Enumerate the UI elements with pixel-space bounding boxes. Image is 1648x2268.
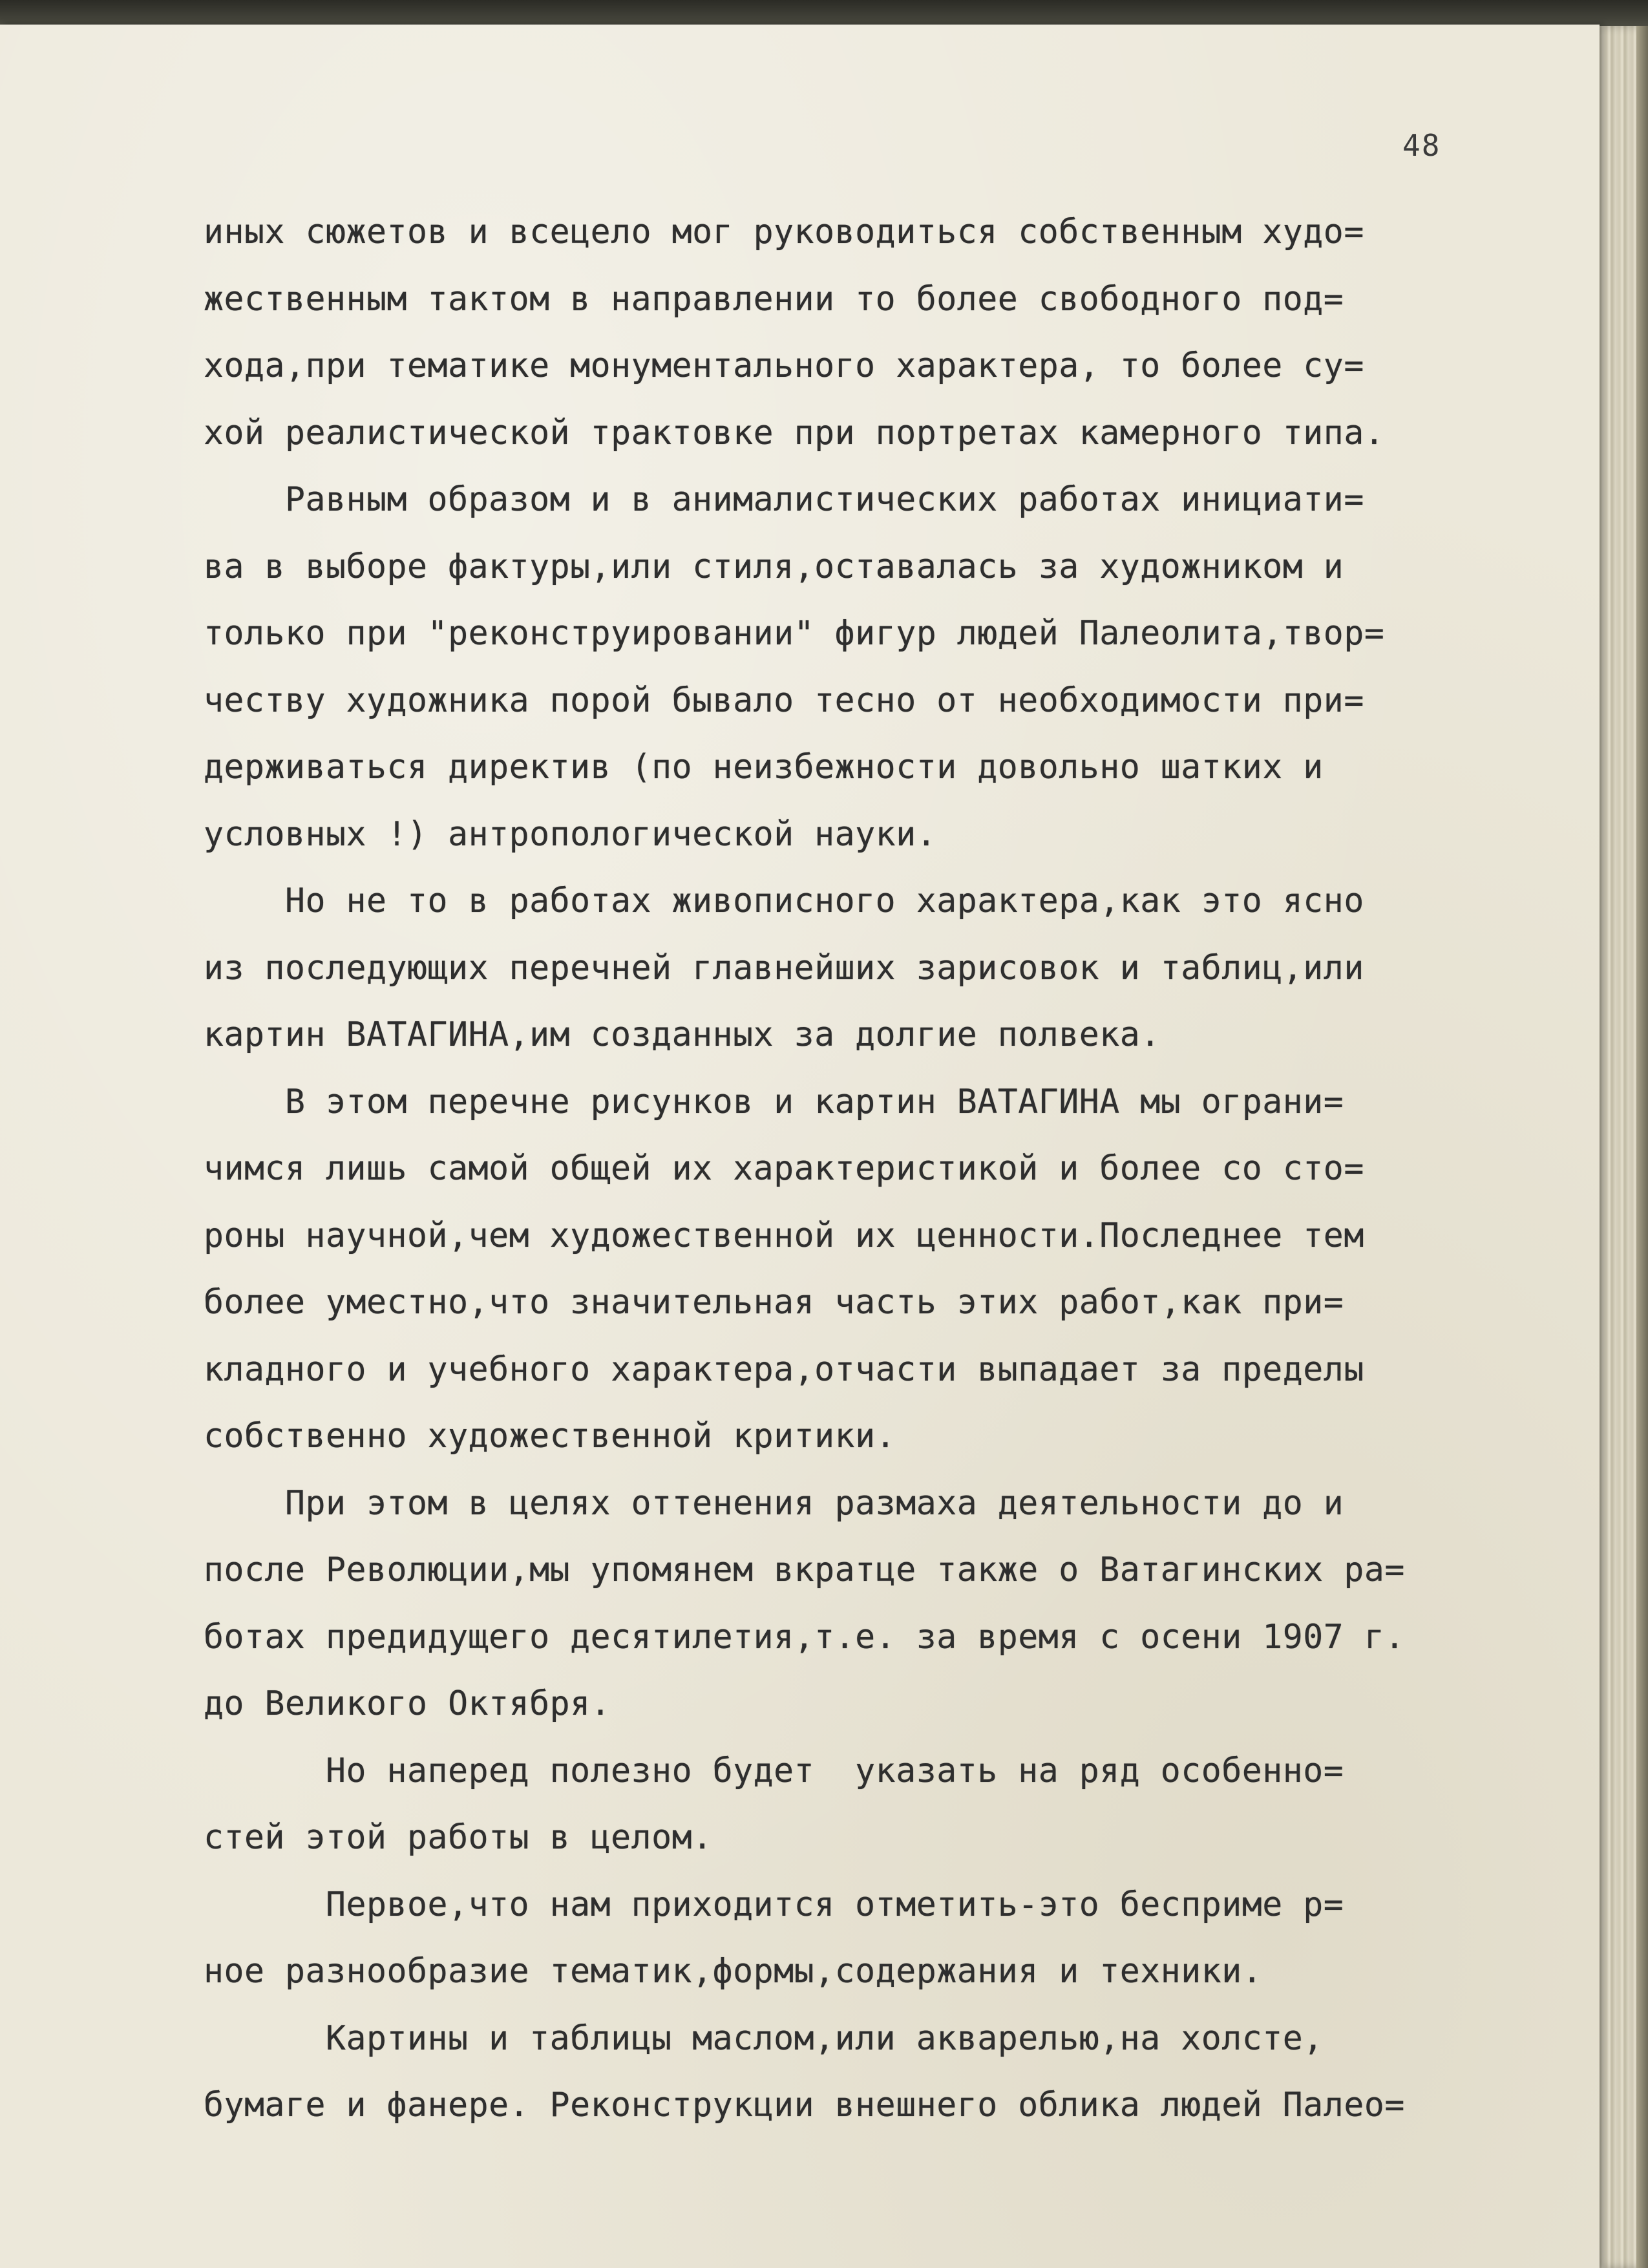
text-line: ва в выборе фактуры,или стиля,оставалась за художником и bbox=[204, 547, 1344, 586]
typewritten-page bbox=[0, 25, 1600, 2268]
text-line: иных сюжетов и всецело мог руководиться собственным худо= bbox=[204, 213, 1364, 251]
text-line: ное разнообразие тематик,формы,содержания и техники. bbox=[204, 1952, 1263, 1991]
text-line: более уместно,что значительная часть этих работ,как при= bbox=[204, 1283, 1344, 1322]
text-line: хой реалистической трактовке при портретах камерного типа. bbox=[204, 413, 1385, 452]
text-line: держиваться директив (по неизбежности довольно шатких и bbox=[204, 748, 1324, 787]
body-text bbox=[204, 199, 1503, 2139]
page-number: 48 bbox=[1402, 128, 1441, 163]
text-line: только при "реконструировании" фигур людей Палеолита,твор= bbox=[204, 614, 1385, 653]
text-line: роны научной,чем художественной их ценности.Последнее тем bbox=[204, 1216, 1364, 1255]
text-line: Но наперед полезно будет указать на ряд особенно= bbox=[204, 1751, 1344, 1790]
text-line: честву художника порой бывало тесно от необходимости при= bbox=[204, 681, 1364, 720]
text-line: ботах предидущего десятилетия,т.е. за время с осени 1907 г. bbox=[204, 1617, 1405, 1657]
text-line: жественным тактом в направлении то более свободного под= bbox=[204, 279, 1344, 319]
text-line: до Великого Октября. bbox=[204, 1684, 611, 1723]
text-line: кладного и учебного характера,отчасти выпадает за пределы bbox=[204, 1350, 1364, 1389]
text-line: Равным образом и в анималистических работах инициати= bbox=[204, 480, 1364, 519]
text-line: В этом перечне рисунков и картин ВАТАГИНА мы ограни= bbox=[204, 1082, 1344, 1121]
text-line: бумаге и фанере. Реконструкции внешнего облика людей Палео= bbox=[204, 2086, 1405, 2125]
text-line: Картины и таблицы маслом,или акварелью,на холсте, bbox=[204, 2019, 1324, 2058]
text-line: из последующих перечней главнейших зарисовок и таблиц,или bbox=[204, 948, 1364, 988]
text-line: При этом в целях оттенения размаха деятельности до и bbox=[204, 1483, 1344, 1523]
text-line: условных !) антропологической науки. bbox=[204, 814, 937, 854]
text-line: хода,при тематике монументального характера, то более су= bbox=[204, 346, 1364, 385]
text-line: чимся лишь самой общей их характеристикой и более со сто= bbox=[204, 1149, 1364, 1188]
text-line: картин ВАТАГИНА,им созданных за долгие полвека. bbox=[204, 1015, 1161, 1054]
text-line: собственно художественной критики. bbox=[204, 1417, 896, 1456]
text-line: Но не то в работах живописного характера,как это ясно bbox=[204, 882, 1364, 920]
text-line: стей этой работы в целом. bbox=[204, 1818, 713, 1857]
text-line: после Революции,мы упомянем вкратце также о Ватагинских ра= bbox=[204, 1551, 1405, 1589]
text-line: Первое,что нам приходится отметить-это бесприме р= bbox=[204, 1885, 1344, 1924]
